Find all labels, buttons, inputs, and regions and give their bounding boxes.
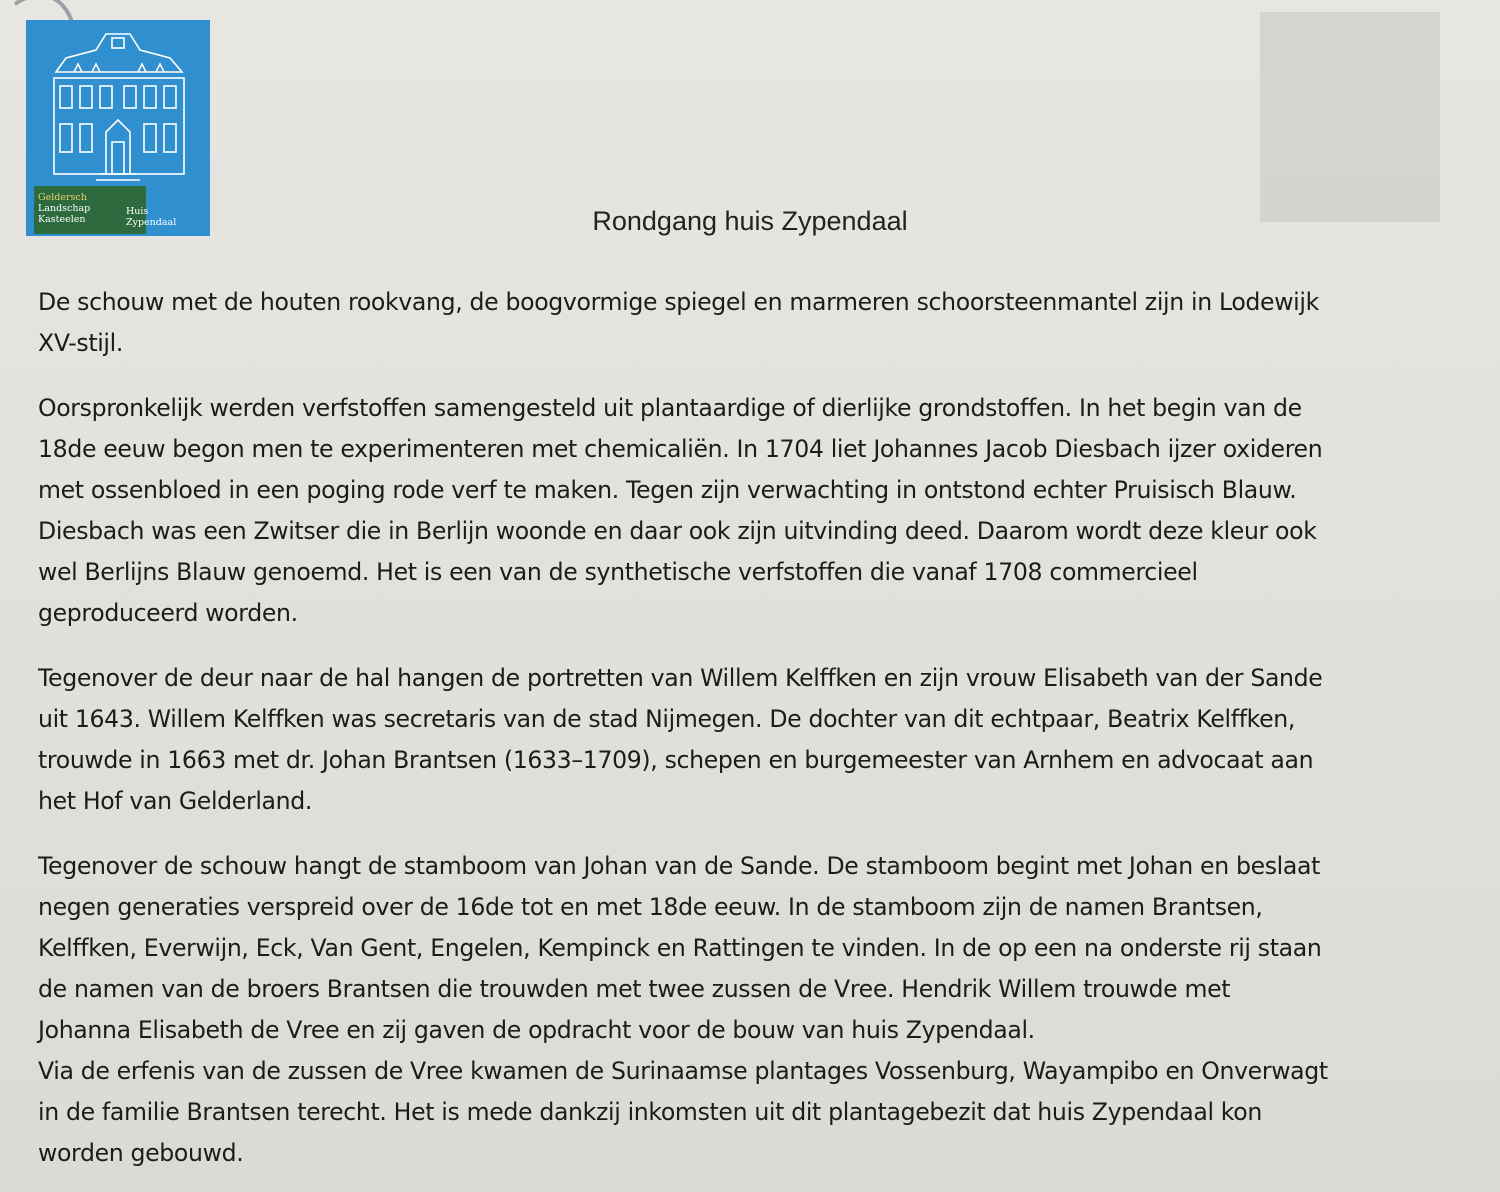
text-line: trouwde in 1663 met dr. Johan Brantsen (1633–1709), schepen en burgemeester van Arnhem en advocaat aan [38, 746, 1314, 774]
text-line: negen generaties verspreid over de 16de tot en met 18de eeuw. In de stamboom zijn de namen Brantsen, [38, 893, 1263, 921]
logo-site-line: Huis [126, 206, 149, 217]
text-line: Tegenover de deur naar de hal hangen de portretten van Willem Kelffken en zijn vrouw Elisabeth van der Sande [38, 664, 1323, 692]
text-line: het Hof van Gelderland. [38, 787, 313, 815]
text-line: worden gebouwd. [38, 1139, 244, 1167]
text-line: Tegenover de schouw hangt de stamboom van Johan van de Sande. De stamboom begint met Johan en beslaat [38, 852, 1321, 880]
text-line: geproduceerd worden. [38, 599, 298, 627]
text-line: De schouw met de houten rookvang, de boogvormige spiegel en marmeren schoorsteenmantel zijn in Lodewijk [38, 288, 1319, 316]
document-body [38, 282, 1458, 1174]
logo-org-line: Geldersch [38, 192, 87, 203]
text-line: in de familie Brantsen terecht. Het is mede dankzij inkomsten uit dit plantagebezit dat huis Zypendaal kon [38, 1098, 1262, 1126]
text-line: Kelffken, Everwijn, Eck, Van Gent, Engelen, Kempinck en Rattingen te vinden. In de op een na onderste rij staan [38, 934, 1322, 962]
page-title: Rondgang huis Zypendaal [592, 206, 908, 236]
text-line: de namen van de broers Brantsen die trouwden met twee zussen de Vree. Hendrik Willem trouwde met [38, 975, 1231, 1003]
paragraph [38, 388, 1458, 634]
paragraph [38, 658, 1458, 822]
text-line: uit 1643. Willem Kelffken was secretaris van de stad Nijmegen. De dochter van dit echtpaar, Beatrix Kelffken, [38, 705, 1296, 733]
logo [26, 20, 210, 236]
text-line: Oorspronkelijk werden verfstoffen samengesteld uit plantaardige of dierlijke grondstoffen. In het begin van de [38, 394, 1302, 422]
text-line: wel Berlijns Blauw genoemd. Het is een van de synthetische verfstoffen die vanaf 1708 commercieel [38, 558, 1198, 586]
text-line: 18de eeuw begon men te experimenteren met chemicaliën. In 1704 liet Johannes Jacob Diesbach ijzer oxideren [38, 435, 1323, 463]
text-line: Via de erfenis van de zussen de Vree kwamen de Surinaamse plantages Vossenburg, Wayampibo en Onverwagt [38, 1057, 1328, 1085]
logo-org-line: Kasteelen [38, 214, 86, 225]
paragraph [38, 846, 1458, 1174]
text-line: Diesbach was een Zwitser die in Berlijn woonde en daar ook zijn uitvinding deed. Daarom wordt deze kleur ook [38, 517, 1317, 545]
logo-site-line: Zypendaal [126, 217, 177, 228]
text-line: Johanna Elisabeth de Vree en zij gaven de opdracht voor de bouw van huis Zypendaal. [38, 1016, 1035, 1044]
text-line: XV-stijl. [38, 329, 123, 357]
logo-org-line: Landschap [38, 203, 91, 214]
faded-stamp-image [1260, 12, 1440, 222]
paragraph [38, 282, 1458, 364]
text-line: met ossenbloed in een poging rode verf te maken. Tegen zijn verwachting in ontstond echter Pruisisch Blauw. [38, 476, 1297, 504]
